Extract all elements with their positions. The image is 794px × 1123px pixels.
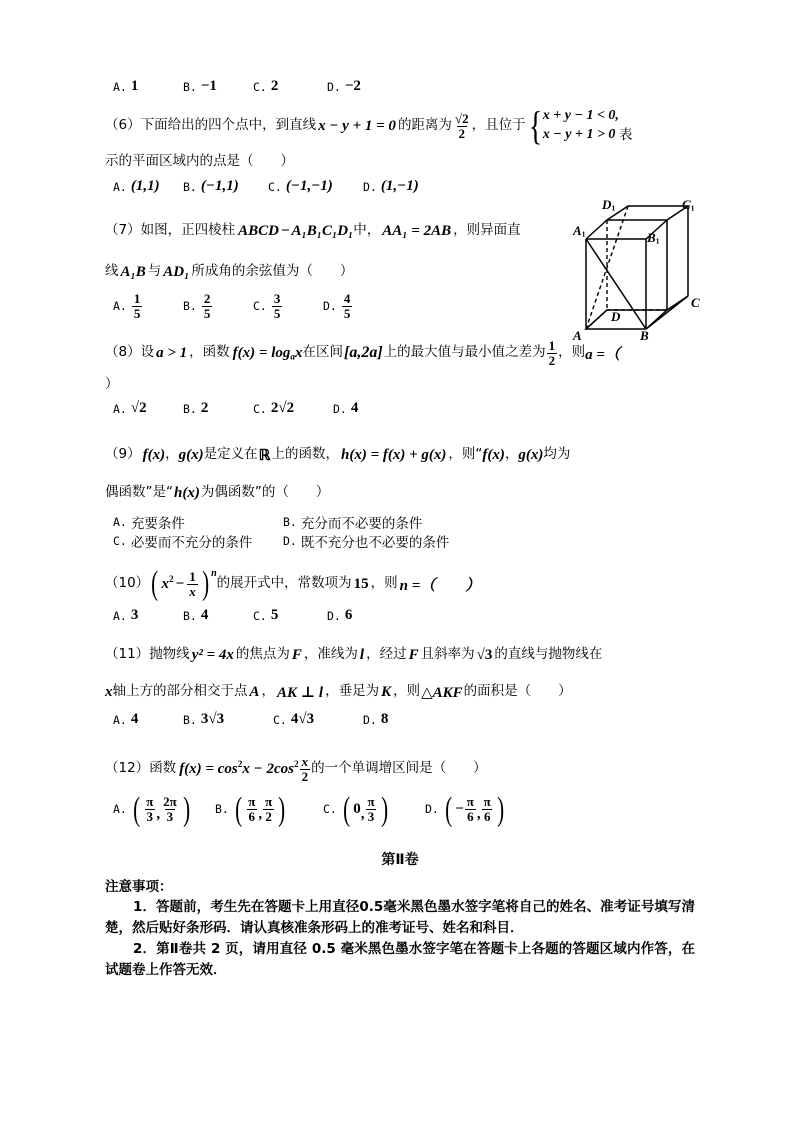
q8-text-5: ，则 (558, 344, 586, 361)
q5-option-c[interactable] (253, 78, 278, 95)
q10-x-exponent: 2 (169, 574, 174, 585)
q6-option-b-value: (−1,1) (200, 178, 239, 194)
q11-text-4: ，经过 (366, 646, 407, 663)
q8-log-base: a (290, 351, 296, 362)
q6-text-4: 表 (618, 126, 633, 143)
part-two-title: 第Ⅱ卷 (381, 852, 419, 868)
q6-inequality-2: x − y + 1 > 0 (542, 127, 616, 142)
q7-option-b-numerator: 2 (203, 291, 211, 306)
q8-function-head: f(x) = log (232, 344, 291, 361)
q6-text-5: 示的平面区域内的点是（ ） (105, 153, 294, 170)
q11-parabola-equation: y² = 4x (191, 646, 234, 663)
q12-option-c-letter: C. (323, 802, 337, 817)
q11-option-c-value: 4√3 (290, 711, 315, 727)
q6-option-a-value: (1,1) (130, 178, 160, 194)
q12-d-left-fraction (465, 795, 476, 823)
q6-distance-numerator: √2 (454, 110, 469, 126)
q11-options-row (105, 711, 695, 747)
q7-options-row (105, 292, 695, 336)
q12-line-1 (105, 747, 695, 791)
q10-option-c[interactable] (253, 607, 278, 624)
q7-number: （7） (105, 222, 141, 239)
q6-line-2 (105, 146, 695, 178)
q11-option-b-value: 3√3 (200, 711, 225, 727)
q10-option-d-letter: D. (327, 608, 341, 623)
q12-c-separator: , (360, 806, 365, 823)
q11-option-d-letter: D. (363, 712, 377, 727)
q7-option-d-letter: D. (323, 299, 337, 314)
q12-b-left-numerator: π (248, 794, 256, 809)
q11-text-5: 且斜率为 (420, 646, 475, 663)
q12-b-left-fraction (246, 795, 257, 823)
q12-option-a-letter: A. (113, 802, 127, 817)
q12-option-c-inner (352, 795, 378, 823)
q8-option-a[interactable] (113, 400, 147, 417)
q12-a-left-fraction (144, 795, 155, 823)
q7-text-6: 所成角的余弦值为（ ） (191, 263, 354, 280)
q8-option-b-letter: B. (183, 401, 197, 416)
q9-comma-1: ， (165, 446, 179, 463)
left-paren-icon: ( (343, 790, 351, 828)
q11-focus-F-2: F (408, 646, 419, 663)
q8-text-3: 在区间 (302, 344, 344, 361)
q10-option-b[interactable] (183, 607, 208, 624)
q12-c-right-fraction (365, 795, 376, 823)
q9-line-1 (105, 436, 695, 474)
q11-line-1 (105, 637, 695, 673)
q11-option-d-value: 8 (380, 711, 389, 727)
right-paren-icon: ) (278, 790, 286, 828)
q6-option-d-value: (1,−1) (380, 178, 419, 194)
left-brace-icon: { (528, 102, 542, 148)
q9-gx: g(x) (178, 446, 204, 463)
q8-option-a-letter: A. (113, 401, 127, 416)
q11-directrix-l: l (359, 646, 365, 663)
q6-text-2: 的距离为 (397, 117, 452, 134)
q12-d-right-denominator: 6 (483, 808, 491, 824)
q12-function (179, 761, 298, 778)
q11-text-2: 的焦点为 (235, 646, 290, 663)
q11-option-b[interactable] (183, 711, 224, 728)
q12-b-right-fraction (263, 795, 274, 823)
q12-halfx-numerator: x (301, 753, 309, 769)
q10-text-1: 的展开式中，常数项为 (216, 575, 352, 592)
q10-option-c-value: 5 (270, 607, 279, 623)
notice-item-2: 2．第Ⅱ卷共 2 页，请用直径 0.5 毫米黑色墨水签字笔在答题卡上各题的答题区域内作答，在试题卷上作答无效． (105, 940, 695, 978)
q9-text-6: 为偶函数”的（ ） (200, 484, 330, 501)
figure-label-A1: $A_1$ (573, 223, 586, 239)
q9-option-d-value: 既不充分也不必要的条件 (300, 535, 450, 551)
q6-distance-fraction (453, 112, 471, 140)
q12-option-d-inner (454, 795, 495, 823)
q7-text-1: 如图，正四棱柱 (140, 222, 236, 239)
q9-hx-equation: h(x) = f(x) + g(x) (340, 446, 447, 463)
q11-option-c-letter: C. (273, 712, 287, 727)
q11-option-b-letter: B. (183, 712, 197, 727)
q11-line-2 (105, 673, 695, 711)
q12-number: （12） (105, 760, 150, 777)
figure-label-C: C (691, 295, 700, 310)
q12-d-right-fraction (482, 795, 493, 823)
q12-text-1: 函数 (149, 760, 177, 777)
q5-option-b-value: −1 (200, 78, 217, 94)
q11-point-A: A (249, 683, 260, 700)
q5-option-c-letter: C. (253, 79, 267, 94)
q7-option-c-numerator: 3 (273, 291, 281, 306)
q12-options-row (105, 791, 695, 843)
q6-line-equation: x − y + 1 = 0 (318, 117, 396, 134)
q12-exponent-2: 2 (293, 759, 299, 770)
q8-function (233, 345, 303, 362)
q11-number: （11） (105, 646, 150, 663)
q12-text-2: 的一个单调增区间是（ ） (311, 760, 487, 777)
q9-option-c-value: 必要而不充分的条件 (130, 535, 253, 551)
q9-option-d-letter: D. (283, 534, 297, 548)
q10-binomial-inner (161, 570, 200, 598)
q11-text-9: ，垂足为 (325, 683, 380, 700)
q5-option-c-value: 2 (270, 78, 279, 94)
q11-point-K: K (381, 683, 392, 700)
q10-binomial-expression (149, 565, 217, 603)
q8-line-1 (105, 336, 695, 370)
q12-c-right-denominator: 3 (367, 808, 375, 824)
q9-option-b[interactable] (283, 512, 422, 532)
q6-inequality-system (526, 102, 619, 148)
q7-solid-dash: − (280, 222, 290, 239)
q9-fx: f(x) (142, 446, 166, 463)
q6-option-d-letter: D. (363, 179, 377, 194)
q6-text-1: 下面给出的四个点中，到直线 (140, 117, 317, 134)
q12-option-b-inner (244, 795, 276, 823)
q10-text-2: ，则 (370, 575, 398, 592)
q12-b-separator: , (258, 806, 263, 823)
q10-option-a[interactable] (113, 607, 138, 624)
q6-option-a-letter: A. (113, 179, 127, 194)
q10-text-3: n =（ ） (399, 577, 481, 594)
q12-a-right-denominator: 3 (166, 808, 174, 824)
q11-perpendicular: AK ⊥ l (277, 684, 324, 701)
q9-text-2: 上的函数， (271, 446, 339, 463)
q9-option-d[interactable] (283, 531, 449, 551)
q10-minus-sign: − (175, 575, 185, 592)
q5-option-b[interactable] (183, 78, 217, 95)
q10-line-1 (105, 561, 695, 607)
q12-option-b-interval (233, 790, 288, 828)
q5-option-d[interactable] (327, 78, 361, 95)
figure-label-A: A (573, 328, 582, 343)
q6-option-d[interactable] (363, 178, 419, 195)
q6-distance-denominator: 2 (458, 125, 465, 141)
q10-option-b-value: 4 (200, 607, 209, 623)
q10-fraction-numerator: 1 (189, 568, 196, 584)
q7-text-2: 中， (353, 222, 381, 239)
q10-option-d-value: 6 (344, 607, 353, 623)
q12-option-d-letter: D. (425, 802, 439, 817)
q5-option-d-value: −2 (344, 78, 361, 94)
q12-option-a-interval (131, 790, 192, 828)
q7-option-c-letter: C. (253, 299, 267, 314)
figure-label-B1: $B_1$ (647, 230, 660, 246)
q12-d-left-denominator: 6 (467, 808, 474, 824)
q6-text-3: ，且位于 (471, 117, 526, 134)
q8-text-1: 设 (140, 344, 155, 361)
q9-text-1: 是定义在 (203, 446, 258, 463)
q9-option-c[interactable] (113, 531, 252, 551)
q7-option-a-denominator: 5 (133, 305, 141, 321)
q11-x-axis: x (105, 683, 113, 700)
q10-number: （10） (105, 575, 150, 592)
q6-options-row (105, 178, 695, 210)
q7-segment-1: A₁B (120, 263, 146, 280)
q7-segment-2: AD₁ (163, 263, 190, 280)
left-paren-icon: ( (445, 790, 453, 828)
q7-text-5: 与 (147, 263, 162, 280)
q9-text-5: 偶函数”是“ (105, 484, 173, 501)
q9-hx: h(x) (174, 484, 200, 501)
q12-option-c-interval (341, 790, 390, 828)
q10-x-term: $x^2$ (161, 574, 174, 592)
q7-option-d-fraction (342, 292, 353, 320)
q5-option-a[interactable] (113, 78, 138, 95)
q12-c-left-value: 0 (353, 800, 361, 817)
q8-condition-a: a > 1 (156, 344, 188, 361)
q5-options-row (105, 78, 695, 106)
q9-option-b-value: 充分而不必要的条件 (300, 516, 423, 532)
q7-option-c-denominator: 5 (273, 305, 281, 321)
q7-text-3: ，则异面直 (453, 222, 521, 239)
q6-option-a[interactable] (113, 178, 160, 195)
q11-text-11: 的面积是（ ） (463, 683, 572, 700)
notice-item-1: 1．答题前，考生先在答题卡上用直径0.5毫米黑色墨水签字笔将自己的姓名、准考证号填写清楚，然后贴好条形码．请认真核准条形码上的准考证号、姓名和科目． (105, 899, 695, 936)
q10-option-a-letter: A. (113, 608, 127, 623)
figure-label-D1: $D_1$ (602, 197, 616, 213)
q9-option-c-letter: C. (113, 534, 127, 548)
q8-option-b[interactable] (183, 400, 208, 417)
q6-option-c-value: (−1,−1) (285, 178, 333, 194)
exam-content (105, 78, 695, 981)
left-paren-icon: ( (235, 790, 243, 828)
q8-option-b-value: 2 (200, 400, 209, 416)
q11-text-8: ， (261, 683, 276, 700)
q6-option-b[interactable] (183, 178, 239, 195)
q6-number: （6） (105, 117, 141, 134)
q7-option-b[interactable] (183, 292, 213, 320)
q11-option-d[interactable] (363, 711, 388, 728)
q12-function-head: f(x) = cos (179, 760, 238, 777)
q9-option-a-letter: A. (113, 515, 127, 529)
q7-option-b-denominator: 5 (203, 305, 211, 321)
q12-d-left-sign: − (455, 800, 464, 817)
q7-option-b-fraction (202, 292, 213, 320)
q12-a-right-numerator: 2π (163, 794, 177, 809)
q12-b-left-denominator: 6 (248, 808, 255, 824)
q11-slope-value: √3 (476, 646, 493, 663)
q12-d-separator: , (476, 806, 481, 823)
q9-options-row-2 (105, 531, 695, 561)
left-paren-icon: ( (133, 790, 141, 828)
q8-options-row (105, 400, 695, 436)
q9-text-4: 均为 (543, 446, 571, 463)
q8-text-7: ） (105, 376, 119, 393)
q9-real-set: ℝ (258, 447, 271, 464)
q8-number: （8） (105, 344, 141, 361)
q11-option-a-letter: A. (113, 712, 127, 727)
q12-option-d-interval (443, 790, 506, 828)
q9-number: （9） (105, 446, 141, 463)
q9-fx-2: f(x) (482, 446, 505, 463)
right-paren-icon: ) (201, 565, 209, 603)
q12-a-separator: , (156, 806, 161, 823)
q5-option-a-letter: A. (113, 79, 127, 94)
q11-text-1: 抛物线 (149, 646, 190, 663)
q10-option-c-letter: C. (253, 608, 267, 623)
q5-option-b-letter: B. (183, 79, 197, 94)
q7-option-b-letter: B. (183, 299, 197, 314)
q10-option-d[interactable] (327, 607, 352, 624)
q12-a-right-fraction (161, 795, 179, 823)
q12-c-right-numerator: π (367, 794, 375, 809)
q7-option-a[interactable] (113, 292, 143, 320)
q6-line-1 (105, 102, 695, 148)
q12-b-right-numerator: π (265, 794, 273, 809)
q8-text-2: ，函数 (189, 344, 230, 361)
q8-interval: [a,2a] (344, 344, 383, 361)
q7-option-d[interactable] (323, 292, 353, 320)
q7-option-d-denominator: 5 (343, 305, 351, 321)
q5-option-a-value: 1 (130, 78, 139, 94)
q8-difference-fraction (547, 339, 558, 367)
q11-text-7: 轴上方的部分相交于点 (112, 683, 248, 700)
q8-function-var: x (295, 344, 303, 361)
q12-halfx-denominator: 2 (301, 768, 309, 784)
figure-label-C1: $C_1$ (682, 197, 695, 213)
q12-d-right-numerator: π (483, 794, 491, 809)
q12-option-c[interactable] (323, 790, 390, 828)
q6-inequality-rows (543, 107, 619, 145)
q11-text-6: 的直线与抛物线在 (494, 646, 603, 663)
q11-option-a[interactable] (113, 711, 138, 728)
q8-difference-numerator: 1 (548, 337, 556, 353)
q10-constant-term: 15 (353, 575, 369, 592)
q8-difference-denominator: 2 (548, 352, 556, 368)
q6-option-c-letter: C. (268, 179, 282, 194)
q7-option-c[interactable] (253, 292, 283, 320)
q7-condition: AA₁ = 2AB (382, 222, 452, 239)
q7-line-2 (105, 252, 695, 292)
q6-inequality-1: x + y − 1 < 0, (542, 108, 619, 124)
q7-option-d-numerator: 4 (343, 291, 351, 306)
q8-option-c[interactable] (253, 400, 294, 417)
q12-a-left-denominator: 3 (146, 808, 153, 824)
q12-option-d[interactable] (425, 790, 506, 828)
q11-text-10: ，则 (393, 683, 421, 700)
q8-text-6: a =（ (585, 346, 620, 363)
q5-option-d-letter: D. (327, 79, 341, 94)
q10-power: n (211, 567, 217, 579)
q12-option-a-inner (142, 795, 181, 823)
q7-option-a-fraction (132, 292, 143, 320)
q7-line-1 (105, 210, 695, 252)
q7-solid-name-1: ABCD (238, 222, 279, 239)
notice-heading: 注意事项： (105, 879, 173, 895)
q7-option-c-fraction (272, 292, 283, 320)
q7-option-a-numerator: 1 (133, 291, 141, 306)
q6-option-b-letter: B. (183, 179, 197, 194)
q9-gx-2: g(x) (518, 446, 544, 463)
q12-exponent-1: 2 (237, 759, 243, 770)
q10-option-a-value: 3 (130, 607, 139, 623)
q8-option-d-letter: D. (333, 401, 347, 416)
q8-option-c-letter: C. (253, 401, 267, 416)
q9-comma-2: ， (504, 446, 519, 463)
q12-halfx-fraction (300, 755, 311, 783)
q6-option-c[interactable] (268, 178, 333, 195)
q8-option-c-value: 2√2 (270, 400, 295, 416)
q12-option-b-letter: B. (215, 802, 229, 817)
q11-option-a-value: 4 (130, 711, 139, 727)
q8-text-4: 上的最大值与最小值之差为 (383, 344, 546, 361)
q9-option-b-letter: B. (283, 515, 297, 529)
q8-option-d-value: 4 (350, 400, 359, 416)
q10-options-row (105, 607, 695, 637)
q12-option-b[interactable] (215, 790, 288, 828)
q9-line-2 (105, 474, 695, 512)
q7-solid-name-2: A₁B₁C₁D₁ (291, 222, 354, 239)
q8-option-d[interactable] (333, 400, 358, 417)
q12-b-right-denominator: 2 (265, 808, 272, 824)
q8-line-2 (105, 370, 695, 400)
q12-d-left-numerator: π (466, 794, 474, 809)
figure-label-D: D (611, 309, 621, 324)
q12-var-1: x − 2cos (242, 760, 294, 777)
q7-option-a-letter: A. (113, 299, 127, 314)
q11-focus-F: F (291, 646, 302, 663)
q10-fraction-denominator: x (189, 583, 196, 599)
q11-text-3: ，准线为 (303, 646, 358, 663)
q8-option-a-value: √2 (130, 400, 147, 416)
q9-options-row-1 (105, 512, 695, 531)
q9-text-3: ，则“ (448, 446, 483, 463)
q7-text-4: 线 (105, 263, 119, 280)
q10-fraction (187, 570, 198, 598)
right-paren-icon: ) (380, 790, 388, 828)
q12-option-a[interactable] (113, 790, 192, 828)
figure-label-B: B (640, 328, 649, 343)
q10-option-b-letter: B. (183, 608, 197, 623)
q11-triangle-AKF: △AKF (421, 684, 463, 701)
q11-option-c[interactable] (273, 711, 314, 728)
q9-option-a[interactable] (113, 512, 185, 532)
left-paren-icon: ( (151, 565, 159, 603)
q12-a-left-numerator: π (146, 794, 154, 809)
q9-option-a-value: 充要条件 (130, 516, 185, 532)
right-paren-icon: ) (496, 790, 504, 828)
right-paren-icon: ) (182, 790, 190, 828)
